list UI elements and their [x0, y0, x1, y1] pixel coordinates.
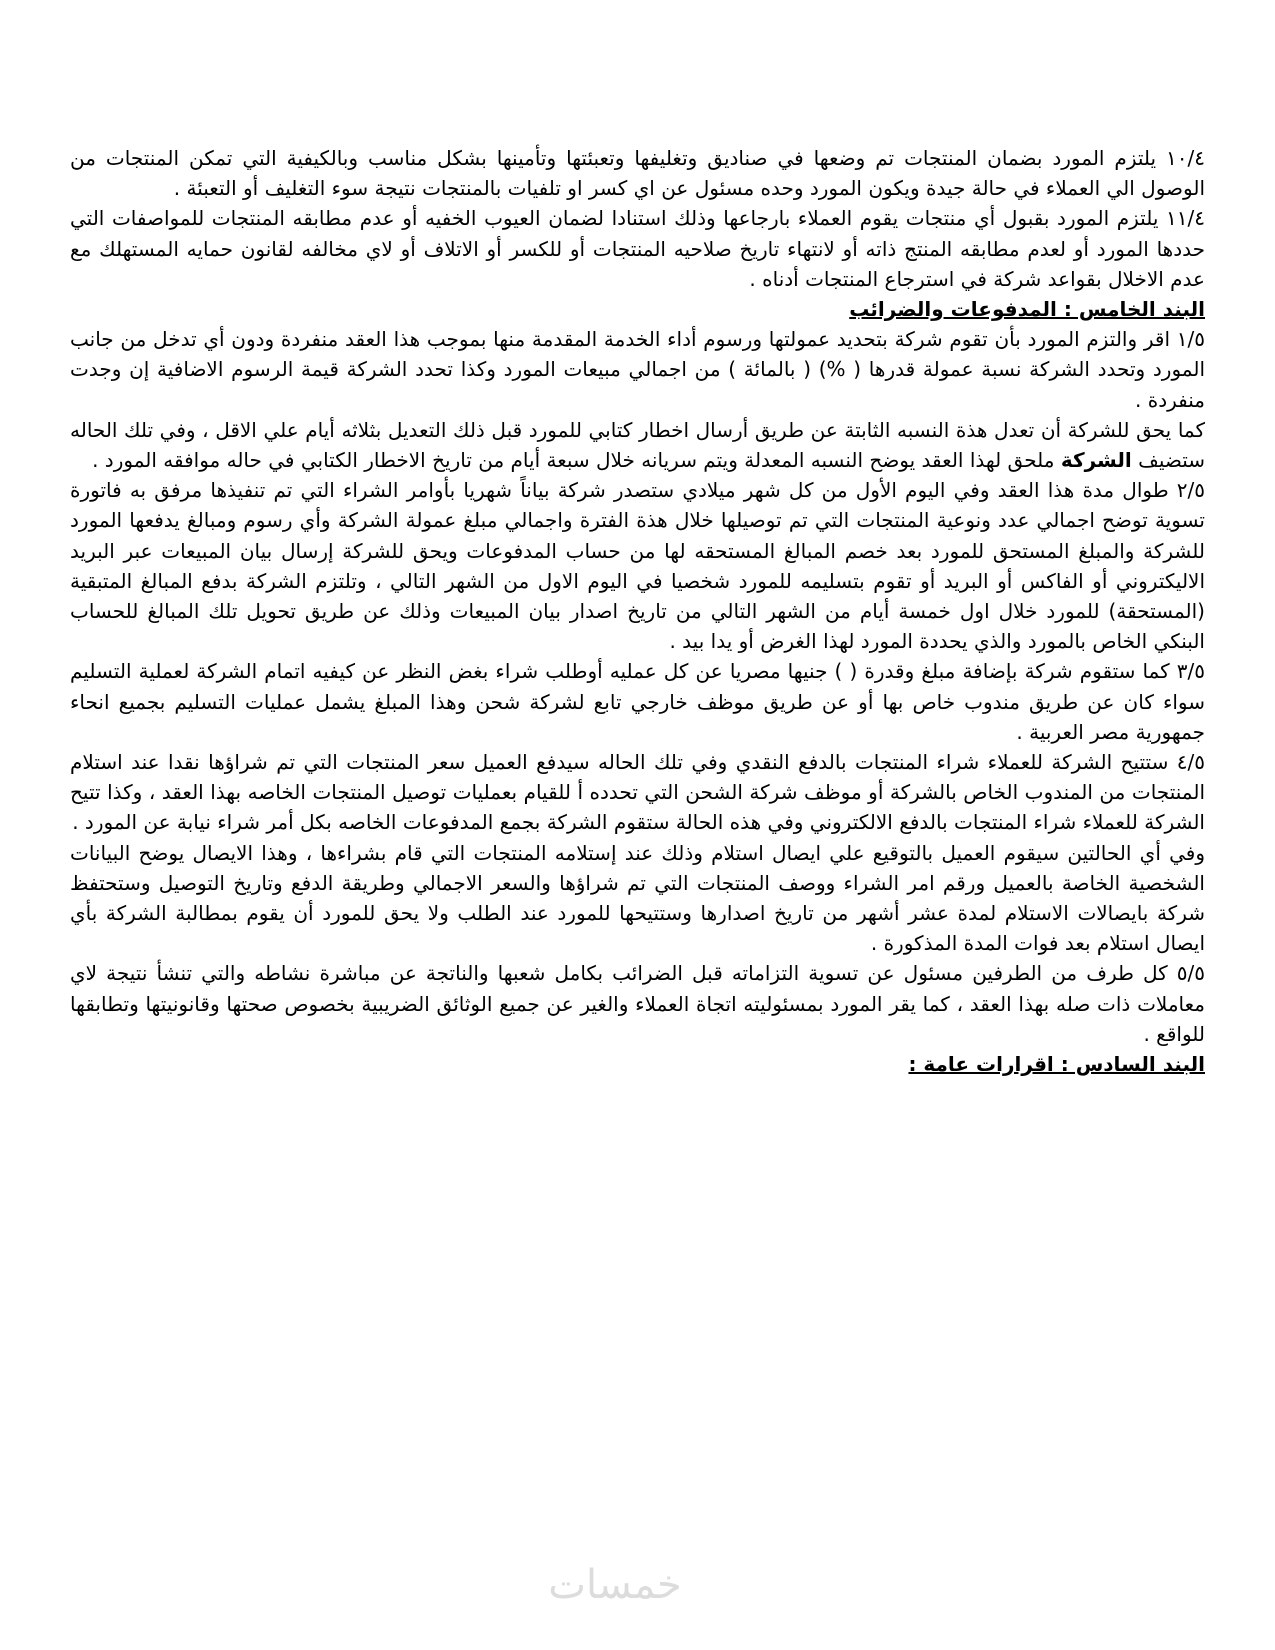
section-6-heading: البند السادس : اقرارات عامة : — [908, 1052, 1205, 1077]
clause-5-1-amendment-text-2: ملحق لهذا العقد يوضح النسبه المعدلة ويتم سريانه خلال سبعة أيام من تاريخ الاخطار الكتابي في حاله موافقه المورد . — [92, 448, 1055, 473]
clause-5-1: ١/٥ اقر والتزم المورد بأن تقوم شركة بتحديد عمولتها ورسوم أداء الخدمة المقدمة منها بموجب هذا العقد منفردة ودون أي تدخل من جانب المورد وتحدد الشركة نسبة عمولة قدرها ( %) ( بالمائة ) من اجمالي مبيعات المورد وكذا تحدد الشركة قيمة الرسوم الاضافية إن وجدت منفردة . — [70, 327, 1205, 412]
clause-5-3: ٣/٥ كما ستقوم شركة بإضافة مبلغ وقدرة ( ) جنيها مصريا عن كل عمليه أوطلب شراء بغض النظر عن كيفيه اتمام الشركة لعملية التسليم سواء كان عن طريق مندوب خاص بها أو عن طريق موظف خارجي تابع لشركة شحن وهذا المبلغ يشمل عمليات التسليم بجميع انحاء جمهورية مصر العربية . — [70, 659, 1205, 744]
clause-4-10: ١٠/٤ يلتزم المورد بضمان المنتجات تم وضعها في صناديق وتغليفها وتعبئتها وتأمينها بشكل مناسب وبالكيفية التي تمكن المنتجات من الوصول الي العملاء في حالة جيدة ويكون المورد وحده مسئول عن اي كسر او تلفيات بالمنتجات نتيجة سوء التغليف أو التعبئة . — [70, 146, 1205, 201]
clause-5-5: ٥/٥ كل طرف من الطرفين مسئول عن تسوية التزاماته قبل الضرائب بكامل شعبها والناتجة عن مباشرة نشاطه والتي تنشأ نتيجة لاي معاملات ذات صله بهذا العقد ، كما يقر المورد بمسئوليته اتجاة العملاء والغير عن جميع الوثائق الضريبية بخصوص صحتها وقانونيتها وتطابقها للواقع . — [70, 961, 1205, 1046]
clause-5-1-amendment — [70, 415, 1205, 475]
document-body — [70, 143, 1205, 1079]
clause-4-11: ١١/٤ يلتزم المورد بقبول أي منتجات يقوم العملاء بارجاعها وذلك استنادا لضمان العيوب الخفيه أو عدم مطابقه المنتجات للمواصفات التي حددها المورد أو لعدم مطابقه المنتج ذاته أو لانتهاء تاريخ صلاحيه المنتجات أو للكسر أو الاتلاف أو لاي مخالفه لقانون حمايه المستهلك مع عدم الاخلال بقواعد شركة في استرجاع المنتجات أدناه . — [70, 206, 1205, 291]
section-5-heading: البند الخامس : المدفوعات والضرائب — [849, 297, 1205, 322]
clause-5-2: ٢/٥ طوال مدة هذا العقد وفي اليوم الأول من كل شهر ميلادي ستصدر شركة بياناً شهريا بأوامر الشراء التي تم تنفيذها مرفق به فاتورة تسوية توضح اجمالي عدد ونوعية المنتجات التي تم توصيلها خلال هذة الفترة واجمالي مبلغ عمولة الشركة وأي رسوم ومبالغ يدفعها المورد للشركة والمبلغ المستحق للمورد بعد خصم المبالغ المستحقه لها من حساب المدفوعات ويحق للشركة إرسال بيان المبيعات عبر البريد الاليكتروني أو الفاكس أو البريد أو تقوم بتسليمه للمورد شخصيا في اليوم الاول من الشهر التالي ، وتلتزم الشركة بدفع المبالغ المتبقية (المستحقة) للمورد خلال اول خمسة أيام من الشهر التالي من تاريخ اصدار بيان المبيعات وذلك عن طريق تحويل تلك المبالغ للحساب البنكي الخاص بالمورد والذي يحددة المورد لهذا الغرض أو يدا بيد . — [70, 478, 1205, 654]
company-bold-word: الشركة — [1060, 448, 1132, 473]
clause-5-4-receipts: وفي أي الحالتين سيقوم العميل بالتوقيع علي ايصال استلام وذلك عند إستلامه المنتجات التي قام بشراءها ، وهذا الايصال يوضح البيانات الشخصية الخاصة بالعميل ورقم امر الشراء ووصف المنتجات التي تم شراؤها والسعر الاجمالي وطريقة الدفع وتاريخ التوصيل وستحتفظ شركة بايصالات الاستلام لمدة عشر أشهر من تاريخ اصدارها وستتيحها للمورد عند الطلب ولا يحق للمورد أن يقوم بمطالبة الشركة بأي ايصال استلام بعد فوات المدة المذكورة . — [70, 840, 1205, 956]
clause-5-1-amendment-text-1: كما يحق للشركة أن تعدل هذة النسبه الثابتة عن طريق أرسال اخطار كتابي للمورد قبل ذلك التعديل بثلاثه أيام علي الاقل ، وفي تلك الحاله ستضيف — [70, 417, 1205, 473]
watermark-logo: خمسات — [548, 1562, 682, 1608]
clause-5-4: ٤/٥ ستتيح الشركة للعملاء شراء المنتجات بالدفع النقدي وفي تلك الحاله سيدفع العميل سعر المنتجات التي تم شراؤها نقدا عند استلام المنتجات من المندوب الخاص بالشركة أو موظف شركة الشحن التي تحدده أ للقيام بعمليات توصيل المنتجات الخاصه بهذا العقد ، وكذا تتيح الشركة للعملاء شراء المنتجات بالدفع الالكتروني وفي هذه الحالة ستقوم الشركة بجمع المدفوعات الخاصه بكل أمر شراء نيابة عن المورد . — [70, 750, 1205, 835]
